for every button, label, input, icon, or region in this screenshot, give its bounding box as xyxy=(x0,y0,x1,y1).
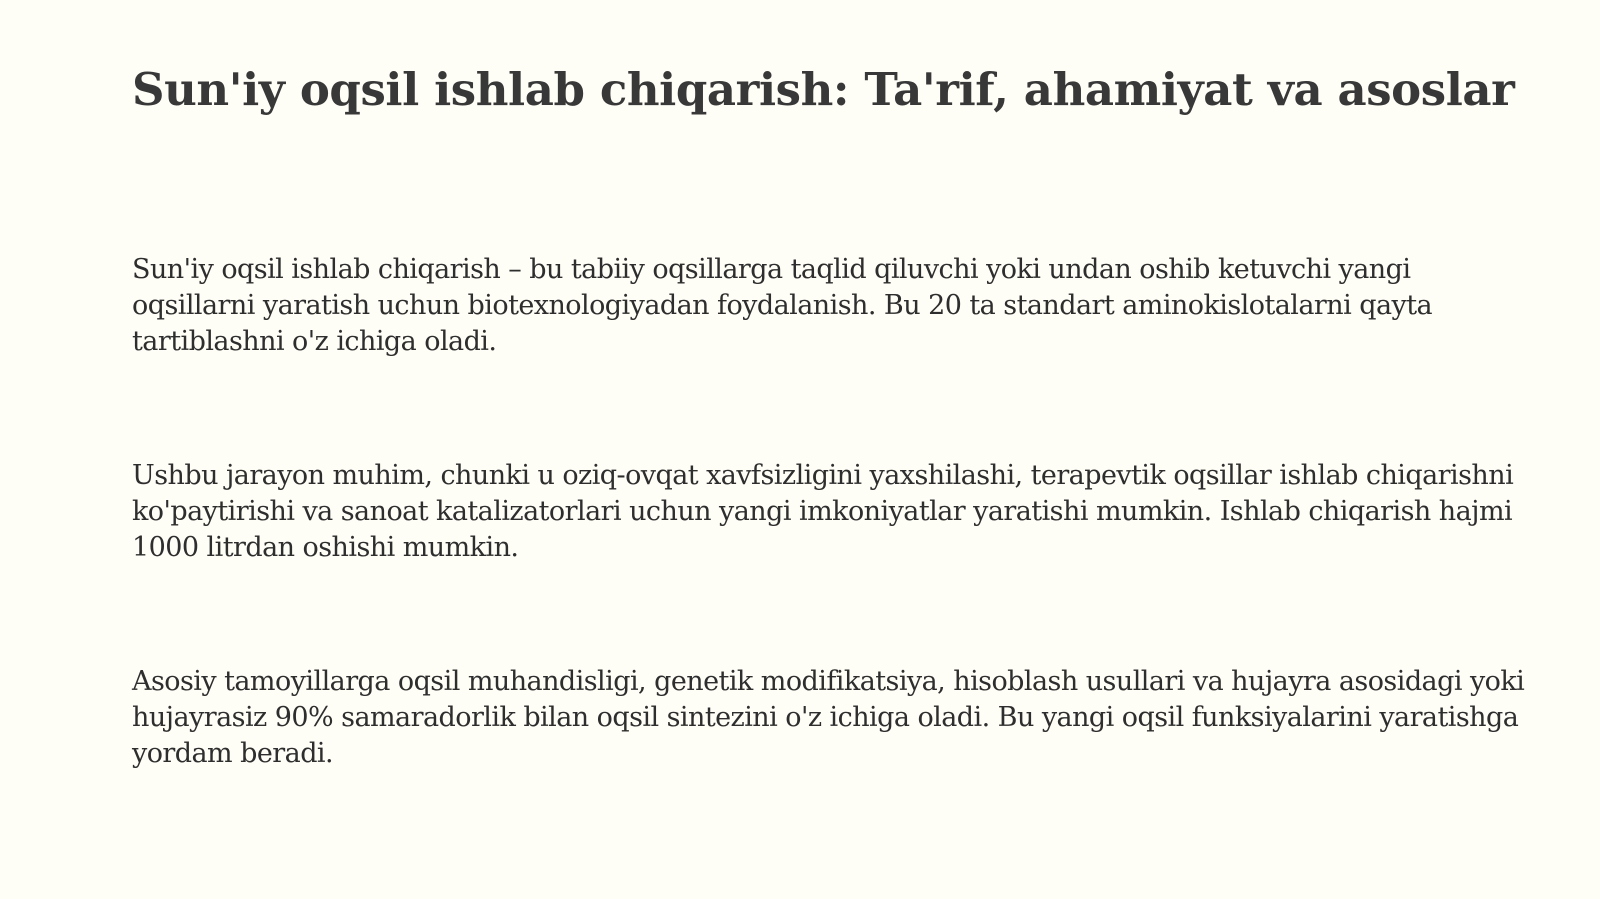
paragraph-definition: Sun'iy oqsil ishlab chiqarish – bu tabiiy oqsillarga taqlid qiluvchi yoki undan oshib ketuvchi yangi oqsillarni yaratish uchun biotexnologiyadan foydalanish. Bu 20 ta standart aminokislotalarni qayta tartiblashni o'z ichiga oladi. xyxy=(132,254,1433,357)
paragraph-importance: Ushbu jarayon muhim, chunki u oziq-ovqat xavfsizligini yaxshilashi, terapevtik oqsillar ishlab chiqarishni ko'paytirishi va sanoat katalizatorlari uchun yangi imkoniyatlar yaratishi mumkin. Ishlab chiqarish hajmi 1000 litrdan oshishi mumkin. xyxy=(132,460,1514,563)
slide-title: Sun'iy oqsil ishlab chiqarish: Ta'rif, ahamiyat va asoslar xyxy=(132,63,1515,116)
paragraph-principles: Asosiy tamoyillarga oqsil muhandisligi, genetik modifikatsiya, hisoblash usullari va hujayra asosidagi yoki hujayrasiz 90% samaradorlik bilan oqsil sintezini o'z ichiga oladi. Bu yangi oqsil funksiyalarini yaratishga yordam beradi. xyxy=(132,666,1525,769)
